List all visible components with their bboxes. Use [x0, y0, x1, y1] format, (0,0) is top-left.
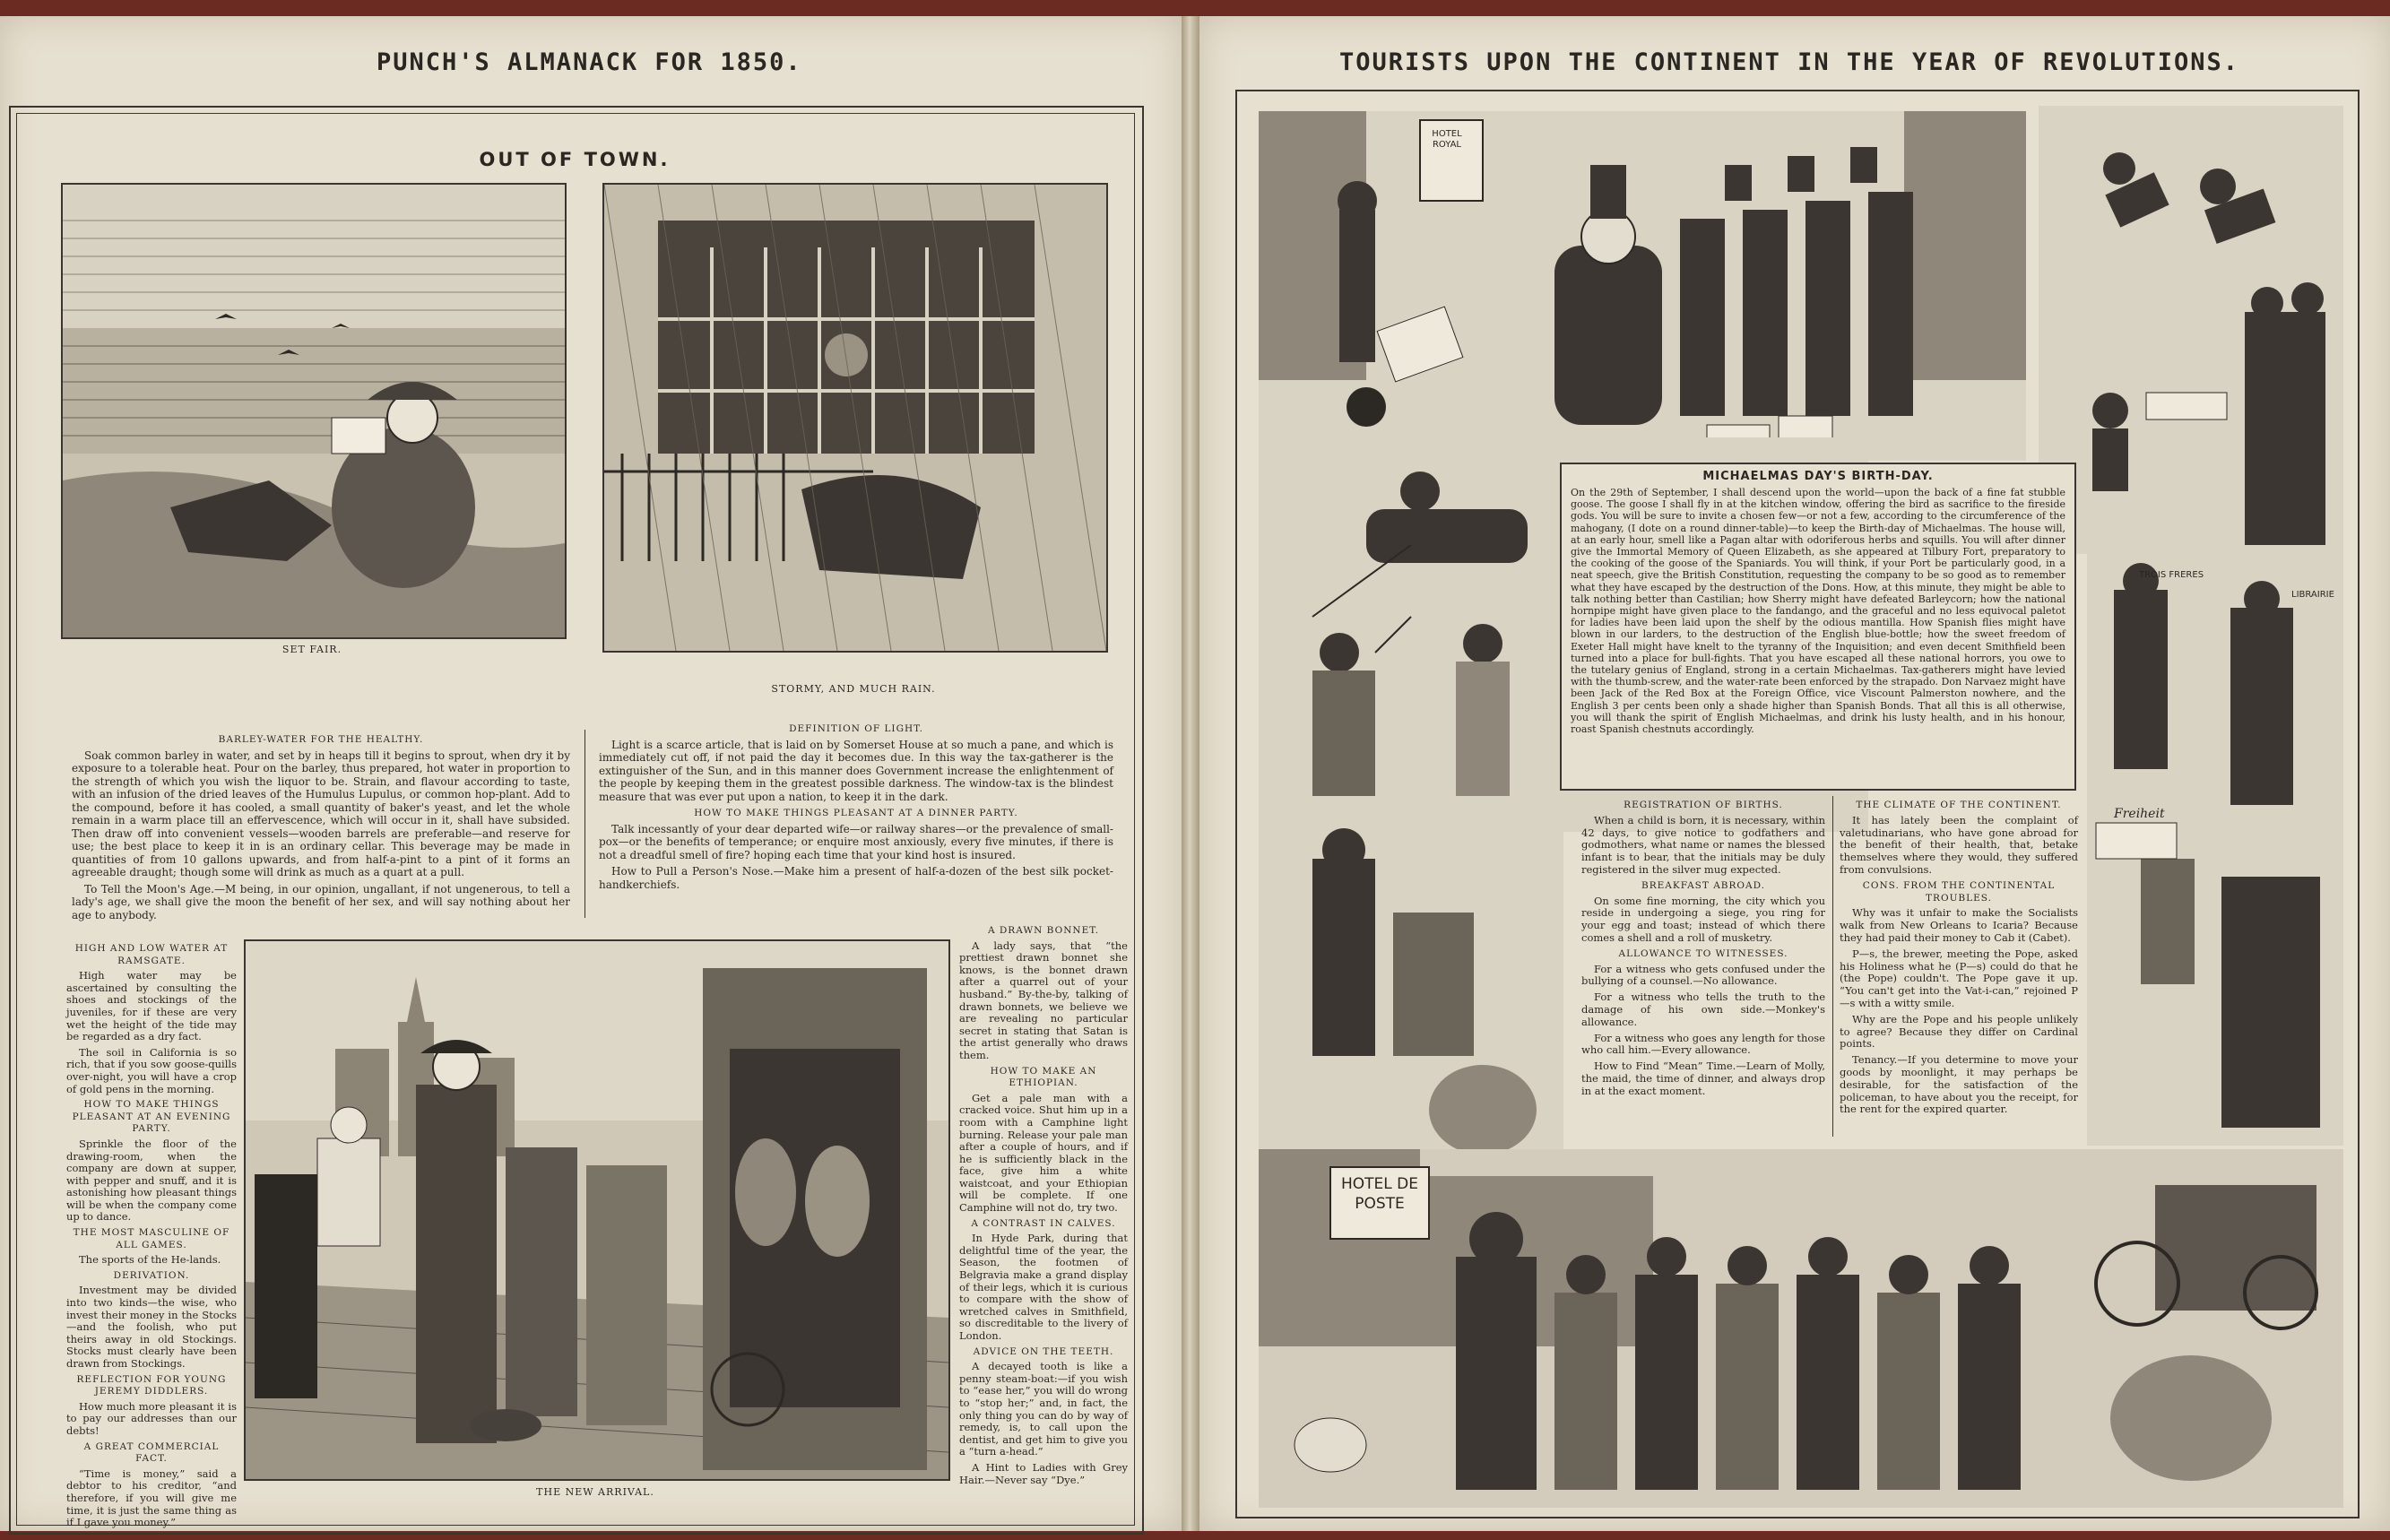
stormy-illustration	[602, 183, 1108, 653]
new-arrival-illustration	[244, 939, 950, 1481]
article-text: It has lately been the complaint of valetudinarians, who have gone abroad for the benefit of their health, that, betake themselves where they would, they suffered from convulsions.	[1840, 813, 2078, 876]
article-text: How to Find “Mean” Time.—Learn of Molly, the maid, the time of dinner, and always drop in at the exact moment.	[1581, 1060, 1825, 1097]
right-page	[1199, 16, 2390, 1531]
article-heading: A DRAWN BONNET.	[987, 925, 1100, 936]
article-text: A decayed tooth is like a penny steam-boat:—if you wish to “ease her,” you will do wrong to “stop her;” and, in fact, the only thing you can do by way of remedy, is, to call upon the dentist, and get him to give you a “turn a-head.”	[959, 1360, 1128, 1458]
top-crowd-illustration	[1259, 111, 2026, 461]
tourists-fleeing-illustration	[2039, 106, 2343, 554]
article-text: Investment may be divided into two kinds—the wise, who invest their money in the Stocks—and the foolish, who put theirs away in old Stockings. Stocks must clearly have been drawn from Stockings.	[66, 1284, 237, 1370]
article-heading: THE MOST MASCULINE OF ALL GAMES.	[73, 1227, 230, 1250]
article-heading: HIGH AND LOW WATER AT RAMSGATE.	[74, 943, 229, 966]
barley-water-heading: BARLEY-WATER FOR THE HEALTHY.	[218, 734, 424, 745]
article-heading: CONS. FROM THE CONTINENTAL TROUBLES.	[1862, 879, 2056, 904]
article-heading: HOW TO MAKE THINGS PLEASANT AT AN EVENING PARTY.	[72, 1099, 231, 1135]
middle-right-column	[1840, 796, 2078, 1120]
moons-age-text: To Tell the Moon's Age.—M being, in our opinion, ungallant, if not ungenerous, to tell a lady's age, we shall give the moon the benefit of her sex, and will say nothing about her age to anybody.	[72, 882, 570, 921]
article-heading: BREAKFAST ABROAD.	[1641, 879, 1765, 891]
michaelmas-article	[1560, 463, 2076, 791]
article-text: Why are the Pope and his people unlikely to agree? Because they differ on Cardinal points.	[1840, 1012, 2078, 1051]
michaelmas-heading: MICHAELMAS DAY'S BIRTH-DAY.	[1702, 470, 1934, 483]
article-text: On some fine morning, the city which you reside in undergoing a siege, you ring for your egg and toast; instead of which there comes a shell and a roll of musketry.	[1581, 894, 1825, 944]
article-text: P—s, the brewer, meeting the Pope, asked his Holiness what he (P—s) could do that he (the Pope) couldn't. The Pope gave it up. “You can't get into the Vat-i-can,” rejoined P—s with a witty smile.	[1840, 947, 2078, 1009]
michaelmas-body	[1571, 487, 2065, 735]
article-heading: ALLOWANCE TO WITNESSES.	[1618, 947, 1788, 959]
set-fair-illustration	[61, 183, 567, 639]
article-heading: REGISTRATION OF BIRTHS.	[1624, 800, 1783, 810]
section-title: OUT OF TOWN.	[479, 149, 671, 170]
article-text: Tenancy.—If you determine to move your goods by moonlight, it may perhaps be desirable, for the satisfaction of the policeman, to have about you the receipt, for the rent for the expired quarter.	[1840, 1053, 2078, 1116]
article-text: For a witness who goes any length for those who call him.—Every allowance.	[1581, 1031, 1825, 1057]
article-text: When a child is born, it is necessary, within 42 days, to give notice to godfathers and godmothers, what name or names the blessed infant is to bear, that the initials may be duly registered in the silver mug expected.	[1581, 813, 1825, 876]
article-text: The sports of the He-lands.	[79, 1253, 221, 1267]
caption-stormy: STORMY, AND MUCH RAIN.	[771, 683, 936, 695]
michaelmas-text: On the 29th of September, I shall descend upon the world—upon the back of a fine fat stubble goose. The goose I shall fly in at the kitchen window, offering the bird as sacrifice to the fireside gods. You will be sure to invite a chosen few—or not a few, according to the circumference of the mahogany, (I dote on a round dinner-table)—to keep the Birth-day of Michaelmas. The house will, at an early hour, smell like a Pagan altar with odoriferous herbs and squills. You will after dinner give the Immortal Memory of Queen Elizabeth, as she appeared at Tilbury Fort, preparatory to the cooking of the goose of the Spaniards. You will think, if your Port be particularly good, in a neat speech, give the British Constitution, requesting the company to be so good as to remember what they have escaped by the destruction of the Dons. How, at this minute, they might be able to talk nothing better than Castilian; how Sherry might have defeated Barleycorn; how the national hornpipe might have given place to the fandango, and the graceful and no less equivocal paletot for ladies have been laid upon the shelf by the odious mantilla. How Spanish flies might have blown in our larders, to the destruction of the English blue-bottle; how the sweet freedom of Exeter Hall might have knelt to the tyranny of the Inquisition; and even decent Smithfield been turned into a place for bull-fights. That you have escaped all these national horrors, you owe to the tutelary genius of England, strong in a certain Michaelmas. Tax-gatherers might have levied with the thumb-screw, and the water-rate been enforced by the strapado. Don Narvaez might have been Jack of the Red Box at the Foreign Office, vice Viscount Palmerston nowhere, and the English 3 per cents been only a shade higher than Spanish Bonds. That all this is all otherwise, you will thank the spirit of English Michaelmas, and drink his lusty health, and in his honour, roast Spanish chestnuts accordingly.	[1571, 487, 2065, 736]
definition-light-article	[599, 719, 1113, 895]
article-text: In Hyde Park, during that delightful time of the year, the Season, the footmen of Belgravia make a grand display of their legs, which it is curious to compare with the show of wretched calves in Smithfield, so discreditable to the livery of London.	[959, 1232, 1128, 1342]
definition-light-heading: DEFINITION OF LIGHT.	[789, 723, 923, 734]
article-text: A Hint to Ladies with Grey Hair.—Never say “Dye.”	[959, 1460, 1128, 1486]
article-text: Why was it unfair to make the Socialists walk from New Orleans to Icaria? Because they had paid their money to Cab it (Cabet).	[1840, 906, 2078, 944]
barley-water-article	[72, 730, 570, 925]
caption-new-arrival: THE NEW ARRIVAL.	[536, 1486, 654, 1498]
sign-freiheit: Freiheit	[2114, 807, 2165, 821]
pull-nose-text: How to Pull a Person's Nose.—Make him a present of half-a-dozen of the best silk pocket-handkerchiefs.	[599, 865, 1113, 891]
sign-librairie: LIBRAIRIE	[2291, 590, 2334, 600]
article-text: “Time is money,” said a debtor to his creditor, “and therefore, if you will give me time, it is just the same thing as if I gave you money.”	[66, 1466, 237, 1529]
left-running-head: PUNCH'S ALMANACK FOR 1850.	[377, 48, 802, 76]
article-heading: ADVICE ON THE TEETH.	[973, 1345, 1114, 1357]
street-scene-illustration	[2087, 554, 2343, 1146]
article-heading: A CONTRAST IN CALVES.	[971, 1217, 1116, 1229]
dinner-party-heading: HOW TO MAKE THINGS PLEASANT AT A DINNER PARTY.	[694, 808, 1018, 818]
article-heading: DERIVATION.	[113, 1269, 190, 1281]
article-text: How much more pleasant it is to pay our addresses than our debts!	[66, 1399, 237, 1437]
barley-water-text: Soak common barley in water, and set by in heaps till it begins to sprout, when dry it by exposure to a tolerable heat. Pour on the barley, thus prepared, hot water in proportion to the strength of which you wish the liquor to be. Strain, and flavour according to taste, with an infusion of the dried leaves of the Humulus Lupulus, or common hop-plant. Add to the compound, before it has cooled, a small quantity of baker's yeast, and let the whole remain in a warm place till an effervescence, which will occur in it, shall have subsided. Then draw off into convenient vessels—wooden barrels are preferable—and reserve for use; the best place to keep it in is an ordinary cellar. This beverage may be made in quantities of from 10 gallons upwards, and from half-a-pint to a pint of it forms an agreeable draught; though some will drink as much as a quart at a pull.	[72, 748, 570, 878]
article-text: Get a pale man with a cracked voice. Shut him up in a room with a Camphine light burning. Release your pale man after a couple of hours, and if he is sufficiently black in the face, give him a white waistcoat, and your Ethiopian will be complete. If one Camphine will not do, try two.	[959, 1091, 1128, 1215]
article-heading: REFLECTION FOR YOUNG JEREMY DIDDLERS.	[76, 1373, 227, 1397]
right-narrow-column	[959, 921, 1128, 1490]
article-text: High water may be ascertained by consulting the shoes and stockings of the juveniles, for if these are very wet the height of the tide may be regarded as a dry fact.	[66, 969, 237, 1043]
article-heading: HOW TO MAKE AN ETHIOPIAN.	[990, 1065, 1097, 1089]
middle-column-rule	[1832, 796, 1833, 1137]
book-gutter	[1182, 16, 1199, 1531]
sign-hotel-de-poste: HOTEL DE POSTE	[1341, 1175, 1418, 1213]
article-heading: THE CLIMATE OF THE CONTINENT.	[1856, 800, 2062, 810]
right-running-head: TOURISTS UPON THE CONTINENT IN THE YEAR OF REVOLUTIONS.	[1339, 48, 2240, 76]
middle-left-column	[1581, 796, 1825, 1102]
article-text: The soil in California is so rich, that if you sow goose-quills over-night, you will have a crop of gold pens in the morning.	[66, 1045, 237, 1095]
article-text: For a witness who tells the truth to the damage of his own side.—Monkey's allowance.	[1581, 991, 1825, 1028]
caption-set-fair: SET FAIR.	[281, 644, 342, 655]
sign-trois-freres: TROIS FRERES	[2139, 570, 2204, 580]
article-heading: A GREAT COMMERCIAL FACT.	[83, 1441, 220, 1465]
sign-hotel-royal: HOTEL ROYAL	[1432, 129, 1462, 150]
left-page	[0, 16, 1183, 1531]
definition-light-text: Light is a scarce article, that is laid on by Somerset House at so much a pane, and which is immediately cut off, if not paid the day it becomes due. In this way the tax-gatherer is the extinguisher of the Sun, and in this manner does Government increase the enlightenment of the people by keeping them in the greatest possible darkness. The window-tax is the blindest measure that was ever put upon a nation, to keep it in the dark.	[599, 738, 1113, 803]
dinner-party-text: Talk incessantly of your dear departed wife—or railway shares—or the prevalence of small-pox—or the benefits of temperance; or enquire most anxiously, every five minutes, if there is not a dreadful smell of fire? hoping each time that your kind host is insured.	[599, 822, 1113, 861]
article-text: A lady says, that “the prettiest drawn bonnet she knows, is the bonnet drawn after a quarrel out of your husband.” By-the-by, talking of drawn bonnets, we believe we are revealing no particular secret in stating that Satan is the artist generally who draws them.	[959, 939, 1128, 1061]
siege-illustration	[1259, 823, 1563, 1164]
article-text: Sprinkle the floor of the drawing-room, when the company are down at supper, with pepper and snuff, and it is astonishing how pleasant things will be when the company come up to dance.	[66, 1137, 237, 1224]
left-narrow-column	[66, 939, 237, 1533]
article-text: For a witness who gets confused under the bullying of a counsel.—No allowance.	[1581, 962, 1825, 988]
